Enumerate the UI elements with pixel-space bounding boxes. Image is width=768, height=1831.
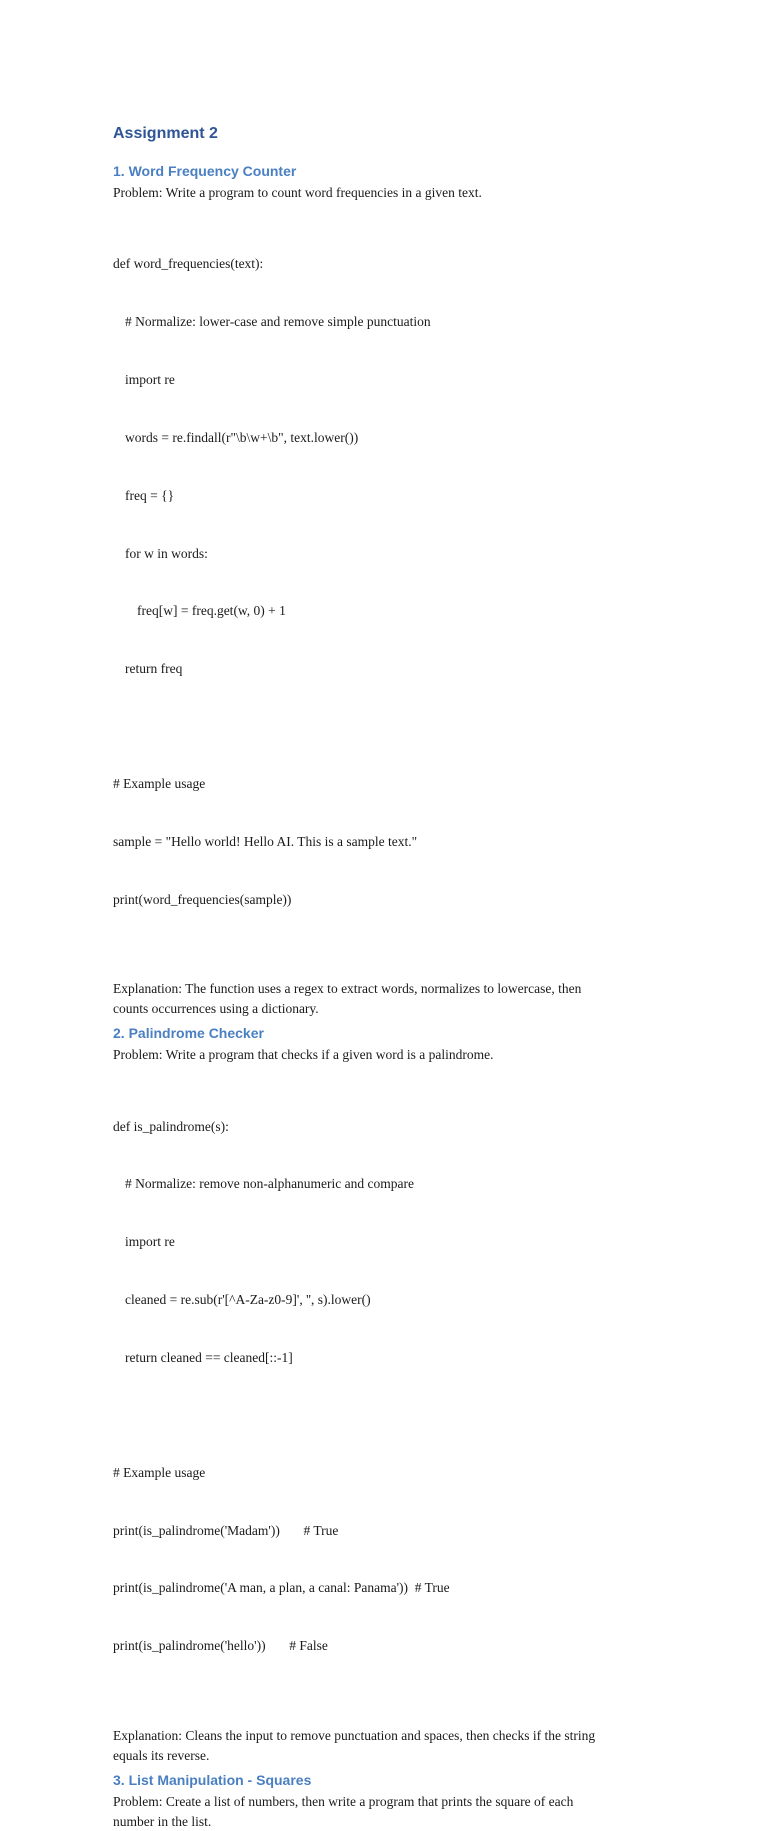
explanation-line: equals its reverse. — [113, 1747, 210, 1763]
explanation-line: Explanation: The function uses a regex to extract words, normalizes to lowercase, then — [113, 981, 582, 997]
code-line: import re — [125, 371, 175, 387]
section-heading: 1. Word Frequency Counter — [113, 163, 297, 179]
section-palindrome — [113, 1024, 648, 1765]
section-word-frequency — [113, 162, 648, 1018]
code-block — [113, 1078, 648, 1406]
code-line: print(is_palindrome('Madam')) # True — [113, 1522, 339, 1538]
document-title: Assignment 2 — [113, 125, 218, 142]
code-line: # Normalize: remove non-alphanumeric and compare — [125, 1176, 415, 1192]
code-line: freq = {} — [125, 487, 175, 503]
problem-statement: number in the list. — [113, 1813, 212, 1829]
explanation-line: counts occurrences using a dictionary. — [113, 1000, 319, 1016]
example-block — [113, 1424, 648, 1694]
problem-statement: Problem: Write a program to count word frequencies in a given text. — [113, 185, 482, 200]
code-line: return cleaned == cleaned[::-1] — [125, 1350, 293, 1366]
code-line: print(is_palindrome('hello')) # False — [113, 1638, 328, 1654]
problem-statement: Problem: Write a program that checks if a given word is a palindrome. — [113, 1047, 494, 1063]
code-block — [113, 216, 648, 718]
code-line: # Normalize: lower-case and remove simple punctuation — [125, 313, 431, 329]
code-line: return freq — [125, 661, 183, 677]
code-line: print(word_frequencies(sample)) — [113, 891, 292, 907]
example-block — [113, 735, 648, 947]
problem-statement: Problem: Create a list of numbers, then write a program that prints the square of each — [113, 1794, 574, 1810]
section-heading: 3. List Manipulation - Squares — [113, 1772, 312, 1789]
code-line: def word_frequencies(text): — [113, 256, 264, 272]
code-line: import re — [125, 1234, 175, 1250]
code-line: print(is_palindrome('A man, a plan, a canal: Panama')) # True — [113, 1580, 450, 1596]
code-line: freq[w] = freq.get(w, 0) + 1 — [137, 603, 286, 619]
section-list-squares — [113, 1771, 648, 1831]
code-line: cleaned = re.sub(r'[^A-Za-z0-9]', '', s).lower() — [125, 1292, 371, 1308]
code-line: # Example usage — [113, 1464, 206, 1480]
code-line: def is_palindrome(s): — [113, 1118, 229, 1134]
explanation-line: Explanation: Cleans the input to remove punctuation and spaces, then checks if the string — [113, 1728, 596, 1744]
code-line: words = re.findall(r"\b\w+\b", text.lower()) — [125, 429, 359, 445]
code-line: # Example usage — [113, 775, 206, 791]
section-heading: 2. Palindrome Checker — [113, 1025, 264, 1042]
code-line: for w in words: — [125, 545, 208, 561]
code-line: sample = "Hello world! Hello AI. This is a sample text." — [113, 833, 418, 849]
